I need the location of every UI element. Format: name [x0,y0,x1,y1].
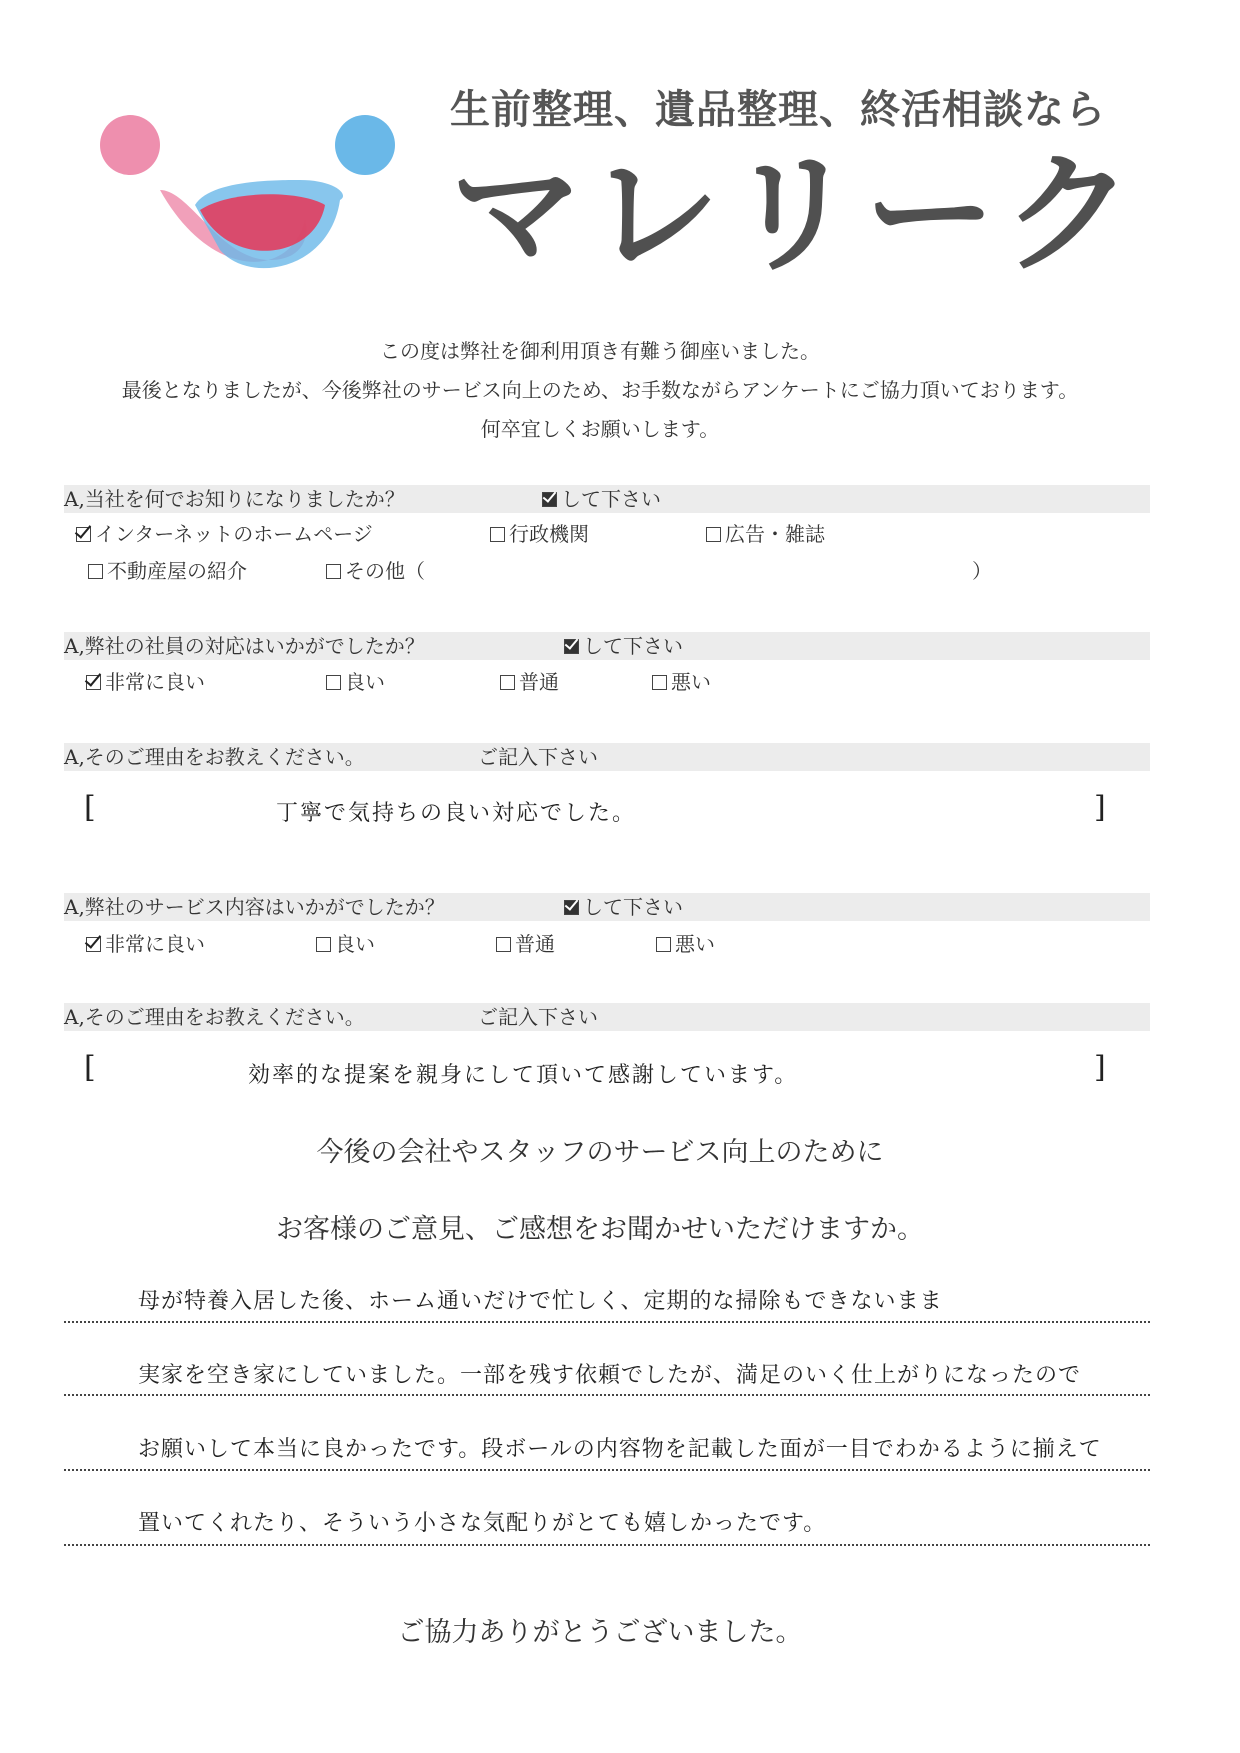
checkbox-icon[interactable] [652,675,667,690]
q4-option-poor[interactable]: 悪い [656,930,715,958]
question-1-bar [64,485,1150,513]
intro-line-3: 何卒宜しくお願いします。 [480,417,720,441]
question-5-instruction: ご記入下さい [478,1005,598,1029]
answer-3-text[interactable]: 丁寧で気持ちの良い対応でした。 [276,801,637,826]
question-4-bar [64,893,1150,921]
question-5: A,そのご理由をお教えください。 [64,1005,365,1029]
question-2: A,弊社の社員の対応はいかがでしたか？ [64,634,425,658]
tagline: 生前整理、遺品整理、終活相談なら [450,87,1106,133]
checkbox-icon[interactable] [326,564,341,579]
q1-option-government[interactable]: 行政機関 [490,520,589,548]
checkbox-icon[interactable] [656,937,671,952]
q4-option-excellent[interactable]: 非常に良い [86,930,205,958]
question-3: A,そのご理由をお教えください。 [64,745,365,769]
q2-option-average[interactable]: 普通 [500,668,559,696]
brand-name: マレリーク [450,138,1140,292]
q1-option-real-estate[interactable]: 不動産屋の紹介 [88,557,247,585]
answer-5-text[interactable]: 効率的な提案を親身にして頂いて感謝しています。 [248,1063,799,1088]
checkbox-icon [542,492,557,507]
q4-option-good[interactable]: 良い [316,930,375,958]
checkbox-icon[interactable] [496,937,511,952]
checkbox-icon[interactable] [76,527,91,542]
intro-line-1: この度は弊社を御利用頂き有難う御座いました。 [380,339,820,363]
q1-option-advertising[interactable]: 広告・雑誌 [706,520,825,548]
question-1-instruction: して下さい [542,485,661,513]
question-1: A,当社を何でお知りになりましたか？ [64,487,405,511]
question-2-bar [64,632,1150,660]
checkbox-icon[interactable] [316,937,331,952]
checkbox-icon [564,639,579,654]
checkbox-icon[interactable] [86,675,101,690]
question-2-instruction: して下さい [564,632,683,660]
checkbox-icon[interactable] [706,527,721,542]
closing-thanks: ご協力ありがとうございました。 [397,1617,803,1648]
q1-other-close: ） [972,559,992,583]
checkbox-icon[interactable] [500,675,515,690]
feedback-line-3[interactable]: お願いして本当に良かったです。段ボールの内容物を記載した面が一目でわかるように揃えて [138,1437,1102,1462]
q1-option-other[interactable]: その他（ [326,557,425,585]
q1-option-internet[interactable]: インターネットのホームページ [76,520,373,548]
marereek-logo-icon [100,110,410,290]
checkbox-icon[interactable] [88,564,103,579]
q2-option-good[interactable]: 良い [326,668,385,696]
question-3-instruction: ご記入下さい [478,745,598,769]
feedback-line-4[interactable]: 置いてくれたり、そういう小さな気配りがとても嬉しかったです。 [138,1511,827,1536]
checkbox-icon[interactable] [490,527,505,542]
feedback-prompt-1: 今後の会社やスタッフのサービス向上のために [316,1137,884,1168]
q2-option-poor[interactable]: 悪い [652,668,711,696]
intro-text [0,332,1200,449]
checkbox-icon[interactable] [86,937,101,952]
intro-line-2: 最後となりましたが、今後弊社のサービス向上のため、お手数ながらアンケートにご協力頂いております。 [121,378,1079,402]
feedback-prompt-2: お客様のご意見、ご感想をお聞かせいただけますか。 [276,1214,924,1245]
comment-rule [64,1394,1150,1396]
answer-5-bracket-open: [ [84,1050,96,1085]
question-5-bar [64,1003,1150,1031]
checkbox-icon[interactable] [326,675,341,690]
feedback-line-2[interactable]: 実家を空き家にしていました。一部を残す依頼でしたが、満足のいく仕上がりになったので [138,1363,1082,1388]
comment-rule [64,1544,1150,1546]
question-3-bar [64,743,1150,771]
question-4: A,弊社のサービス内容はいかがでしたか？ [64,895,445,919]
comment-rule [64,1321,1150,1323]
answer-5-bracket-close: ] [1094,1050,1106,1085]
feedback-line-1[interactable]: 母が特養入居した後、ホーム通いだけで忙しく、定期的な掃除もできないまま [138,1289,943,1314]
q2-option-excellent[interactable]: 非常に良い [86,668,205,696]
question-4-instruction: して下さい [564,893,683,921]
q4-option-average[interactable]: 普通 [496,930,555,958]
checkbox-icon [564,900,579,915]
answer-3-bracket-open: [ [84,790,96,825]
answer-3-bracket-close: ] [1094,790,1106,825]
comment-rule [64,1469,1150,1471]
